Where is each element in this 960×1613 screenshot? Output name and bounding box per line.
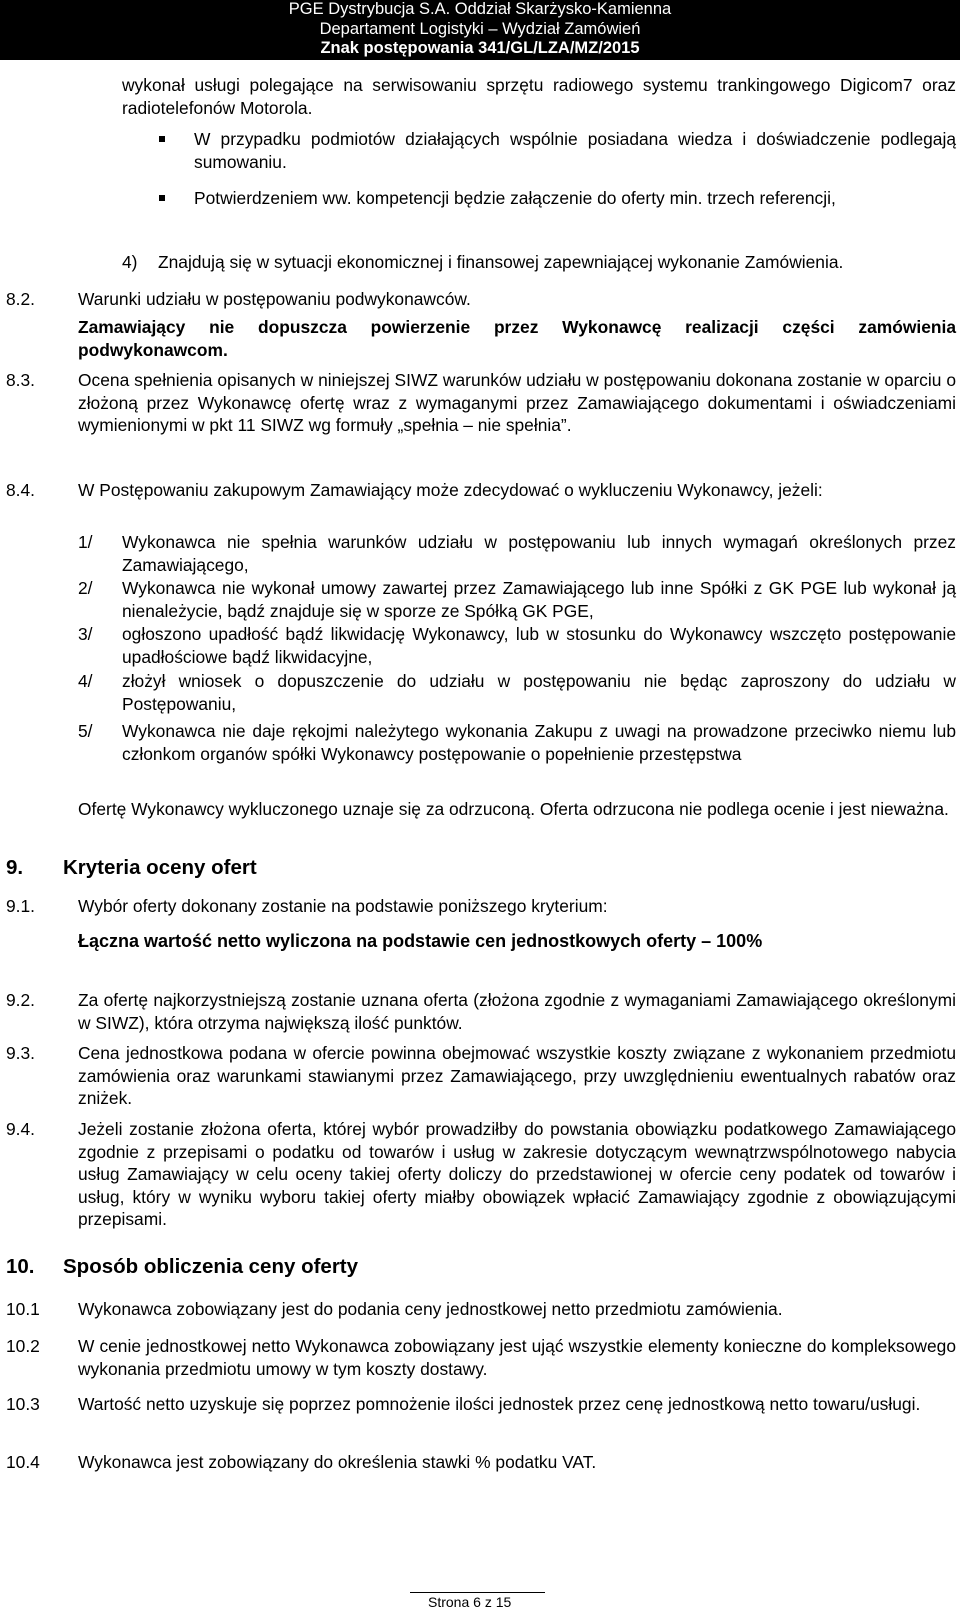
section-8-4-text: W Postępowaniu zakupowym Zamawiający może zdecydować o wykluczeniu Wykonawcy, jeżeli:: [78, 480, 823, 500]
exclusion-item-text: złożył wniosek o dopuszczenie do udziału w postępowaniu nie będąc zaproszony do udziału w Postępowaniu,: [122, 671, 956, 714]
exclusion-item-number: 1/: [78, 532, 93, 552]
page-header: [0, 0, 960, 60]
section-10-3-text: Wartość netto uzyskuje się poprzez pomnożenie ilości jednostek przez cenę jednostkową netto towaru/usługi.: [78, 1394, 921, 1414]
intro-paragraph: wykonał usługi polegające na serwisowaniu sprzętu radiowego systemu trankingowego Digicom7 oraz radiotelefonów Motorola.: [122, 75, 956, 118]
exclusion-item-number: 4/: [78, 671, 93, 691]
exclusion-item-number: 2/: [78, 578, 93, 598]
section-9-1-number: 9.1.: [6, 896, 36, 916]
section-10-3-number: 10.3: [6, 1394, 40, 1414]
section-9-1-text: Wybór oferty dokonany zostanie na podstawie poniższego kryterium:: [78, 896, 608, 916]
section-8-4-number: 8.4.: [6, 480, 36, 500]
section-8-2-title: Warunki udziału w postępowaniu podwykonawców.: [78, 289, 471, 309]
bullet-square-icon: [159, 195, 165, 201]
section-10-1-text: Wykonawca zobowiązany jest do podania ceny jednostkowej netto przedmiotu zamówienia.: [78, 1299, 783, 1319]
section-8-2-statement: Zamawiający nie dopuszcza powierzenie przez Wykonawcę realizacji części zamówienia podwykonawcom.: [78, 317, 956, 360]
bullet-square-icon: [159, 136, 165, 142]
section-8-3-text: Ocena spełnienia opisanych w niniejszej SIWZ warunków udziału w postępowaniu dokonana zostanie w oparciu o złożoną przez Wykonawcę ofertę wraz z wymaganymi przez Zamawiającego dokumentami i oświadczeniami wymienionymi w pkt 11 SIWZ wg formuły „spełnia – nie spełnia”.: [78, 370, 956, 435]
section-8-4-closing: Ofertę Wykonawcy wykluczonego uznaje się za odrzuconą. Oferta odrzucona nie podlega ocenie i jest nieważna.: [78, 799, 949, 819]
item4-number: 4): [122, 252, 138, 272]
item4-text: Znajdują się w sytuacji ekonomicznej i finansowej zapewniającej wykonanie Zamówienia.: [158, 252, 844, 272]
section-8-3-number: 8.3.: [6, 370, 36, 390]
section-9-2-text: Za ofertę najkorzystniejszą zostanie uznana oferta (złożona zgodnie z wymaganiami Zamawiającego określonymi w SIWZ), która otrzyma największą ilość punktów.: [78, 990, 956, 1033]
section-8-2-number: 8.2.: [6, 289, 36, 309]
section-9-3-number: 9.3.: [6, 1043, 36, 1063]
section-10-4-number: 10.4: [6, 1452, 40, 1472]
section-9-3-text: Cena jednostkowa podana w ofercie powinna obejmować wszystkie koszty związane z wykonaniem przedmiotu zamówienia oraz warunkami stawianymi przez Zamawiającego, przy uwzględnieniu ewentualnych rabatów oraz zniżek.: [78, 1043, 956, 1108]
exclusion-item-text: Wykonawca nie daje rękojmi należytego wykonania Zakupu z uwagi na prowadzone przeciwko niemu lub członkom organów spółki Wykonawcy postępowanie o popełnienie przestępstwa: [122, 721, 956, 764]
exclusion-item-text: ogłoszono upadłość bądź likwidację Wykonawcy, lub w stosunku do Wykonawcy wszczęto postępowanie upadłościowe bądź likwidacyjne,: [122, 624, 956, 667]
header-company: PGE Dystrybucja S.A. Oddział Skarżysko-Kamienna: [288, 0, 672, 18]
exclusion-item-number: 3/: [78, 624, 93, 644]
bullet-item: Potwierdzeniem ww. kompetencji będzie załączenie do oferty min. trzech referencji,: [194, 188, 836, 208]
section-9-title: Kryteria oceny ofert: [63, 856, 257, 879]
section-9-4-text: Jeżeli zostanie złożona oferta, której wybór prowadziłby do powstania obowiązku podatkowego Zamawiającego zgodnie z przepisami o podatku od towarów i usług w zakresie dotyczącym wewnątrzwspólnotowego nabycia usług Zamawiający w celu oceny takiej oferty doliczy do przedstawionej w ofercie ceny podatek od towarów i usług, który w wyniku wyboru takiej oferty miałby obowiązek wpłacić Zamawiający zgodnie z obowiązującymi przepisami.: [78, 1119, 956, 1229]
section-9-2-number: 9.2.: [6, 990, 36, 1010]
section-10-number: 10.: [6, 1255, 35, 1278]
exclusion-item-text: Wykonawca nie spełnia warunków udziału w postępowaniu lub innych wymagań określonych przez Zamawiającego,: [122, 532, 956, 575]
header-department: Departament Logistyki – Wydział Zamówień: [319, 19, 641, 38]
page-number: Strona 6 z 15: [428, 1594, 512, 1610]
section-10-2-number: 10.2: [6, 1336, 40, 1356]
footer-divider: [410, 1592, 545, 1593]
section-10-2-text: W cenie jednostkowej netto Wykonawca zobowiązany jest ująć wszystkie elementy konieczne do kompleksowego wykonania przedmiotu umowy w tym koszty dostawy.: [78, 1336, 956, 1379]
exclusion-item-number: 5/: [78, 721, 93, 741]
bullet-item: W przypadku podmiotów działających wspólnie posiadana wiedza i doświadczenie podlegają sumowaniu.: [194, 129, 956, 172]
section-10-4-text: Wykonawca jest zobowiązany do określenia stawki % podatku VAT.: [78, 1452, 597, 1472]
section-10-1-number: 10.1: [6, 1299, 40, 1319]
exclusion-item-text: Wykonawca nie wykonał umowy zawartej przez Zamawiającego lub inne Spółki z GK PGE lub wykonał ją nienależycie, bądź znajduje się w sporze ze Spółką GK PGE,: [122, 578, 956, 621]
section-10-title: Sposób obliczenia ceny oferty: [63, 1255, 359, 1278]
header-reference: Znak postępowania 341/GL/LZA/MZ/2015: [320, 39, 640, 57]
section-9-number: 9.: [6, 856, 24, 879]
section-9-4-number: 9.4.: [6, 1119, 36, 1139]
criterion-text: Łączna wartość netto wyliczona na podstawie cen jednostkowych oferty – 100%: [78, 931, 763, 951]
